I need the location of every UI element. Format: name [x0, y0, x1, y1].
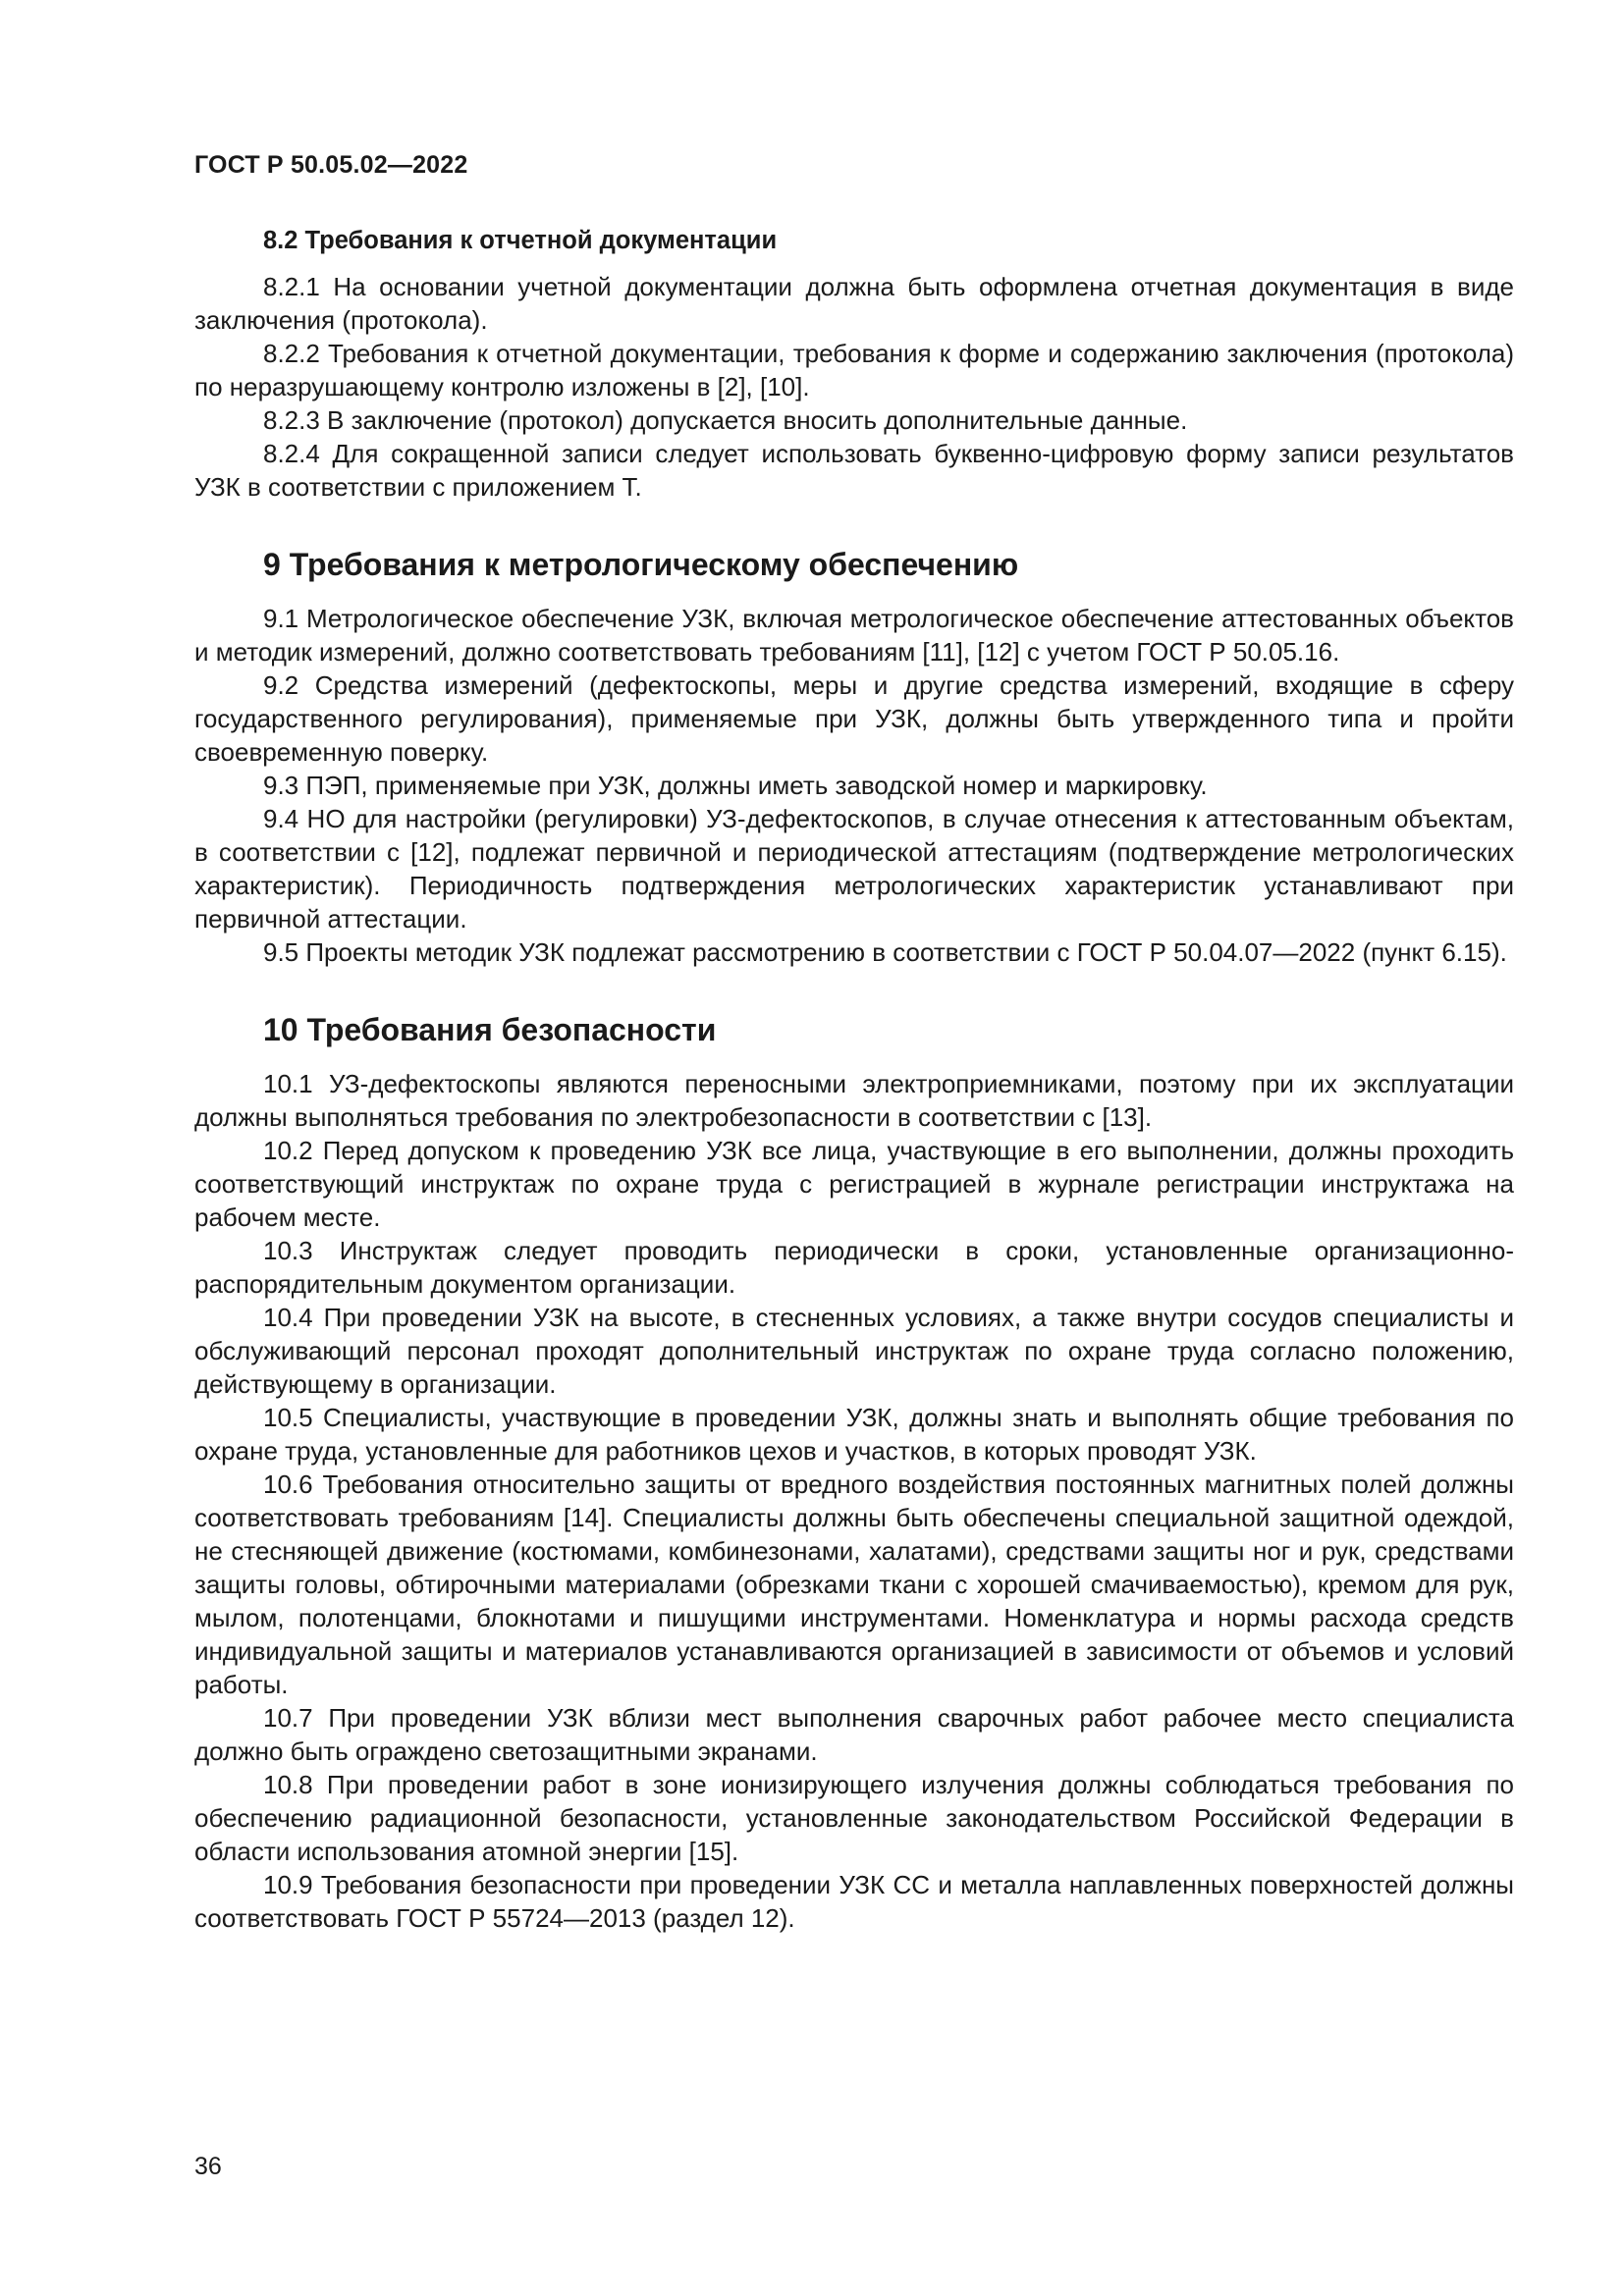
paragraph-10-5: 10.5 Специалисты, участвующие в проведении УЗК, должны знать и выполнять общие требования по охране труда, установленные для работников цехов и участков, в которых проводят УЗК. [194, 1403, 1514, 1466]
document-body [194, 224, 1514, 1935]
paragraph-10-6: 10.6 Требования относительно защиты от вредного воздействия постоянных магнитных полей должны соответствовать требованиям [14]. Специалисты должны быть обеспечены специальной защитной одеждой, не стесняющей движение (костюмами, комбинезонами, халатами), средствами защиты ног и рук, средствами защиты головы, обтирочными материалами (обрезками ткани с хорошей смачиваемостью), кремом для рук, мылом, полотенцами, блокнотами и пишущими инструментами. Номенклатура и нормы расхода средств индивидуальной защиты и материалов устанавливаются организацией в зависимости от объемов и условий работы. [194, 1469, 1514, 1699]
subsection-title-8-2: 8.2 Требования к отчетной документации [263, 227, 778, 254]
paragraph-10-8: 10.8 При проведении работ в зоне ионизирующего излучения должны соблюдаться требования по обеспечению радиационной безопасности, установленные законодательством Российской Федерации в области использования атомной энергии [15]. [194, 1770, 1514, 1866]
document-header: ГОСТ Р 50.05.02—2022 [194, 151, 468, 179]
paragraph-10-1: 10.1 УЗ-дефектоскопы являются переносными электроприемниками, поэтому при их эксплуатации должны выполняться требования по электробезопасности в соответствии с [13]. [194, 1069, 1514, 1132]
paragraph-8-2-3: 8.2.3 В заключение (протокол) допускается вносить дополнительные данные. [263, 405, 1188, 435]
paragraph-8-2-2: 8.2.2 Требования к отчетной документации, требования к форме и содержанию заключения (протокола) по неразрушающему контролю изложены в [2], [10]. [194, 339, 1514, 401]
paragraph-9-1: 9.1 Метрологическое обеспечение УЗК, включая метрологическое обеспечение аттестованных объектов и методик измерений, должно соответствовать требованиям [11], [12] с учетом ГОСТ Р 50.05.16. [194, 604, 1514, 667]
paragraph-10-9: 10.9 Требования безопасности при проведении УЗК СС и металла наплавленных поверхностей должны соответствовать ГОСТ Р 55724—2013 (раздел 12). [194, 1870, 1514, 1933]
paragraph-8-2-1: 8.2.1 На основании учетной документации должна быть оформлена отчетная документация в виде заключения (протокола). [194, 272, 1514, 335]
paragraph-10-3: 10.3 Инструктаж следует проводить периодически в сроки, установленные организационно-распорядительным документом организации. [194, 1236, 1514, 1299]
page-number: 36 [194, 2153, 222, 2180]
section-title-10: 10 Требования безопасности [263, 1012, 717, 1047]
paragraph-9-2: 9.2 Средства измерений (дефектоскопы, меры и другие средства измерений, входящие в сферу государственного регулирования), применяемые при УЗК, должны быть утвержденного типа и пройти своевременную поверку. [194, 670, 1514, 767]
paragraph-9-5: 9.5 Проекты методик УЗК подлежат рассмотрению в соответствии с ГОСТ Р 50.04.07—2022 (пункт 6.15). [263, 937, 1507, 967]
paragraph-8-2-4: 8.2.4 Для сокращенной записи следует использовать буквенно-цифровую форму записи результатов УЗК в соответствии с приложением Т. [194, 439, 1514, 502]
section-title-9: 9 Требования к метрологическому обеспечению [263, 547, 1019, 582]
paragraph-10-4: 10.4 При проведении УЗК на высоте, в стесненных условиях, а также внутри сосудов специалисты и обслуживающий персонал проходят дополнительный инструктаж по охране труда согласно положению, действующему в организации. [194, 1303, 1514, 1399]
paragraph-10-7: 10.7 При проведении УЗК вблизи мест выполнения сварочных работ рабочее место специалиста должно быть ограждено светозащитными экранами. [194, 1703, 1514, 1766]
paragraph-9-4: 9.4 НО для настройки (регулировки) УЗ-дефектоскопов, в случае отнесения к аттестованным объектам, в соответствии с [12], подлежат первичной и периодической аттестациям (подтверждение метрологических характеристик). Периодичность подтверждения метрологических характеристик устанавливают при первичной аттестации. [194, 804, 1514, 934]
paragraph-10-2: 10.2 Перед допуском к проведению УЗК все лица, участвующие в его выполнении, должны проходить соответствующий инструктаж по охране труда с регистрацией в журнале регистрации инструктажа на рабочем месте. [194, 1136, 1514, 1232]
paragraph-9-3: 9.3 ПЭП, применяемые при УЗК, должны иметь заводской номер и маркировку. [263, 771, 1208, 800]
